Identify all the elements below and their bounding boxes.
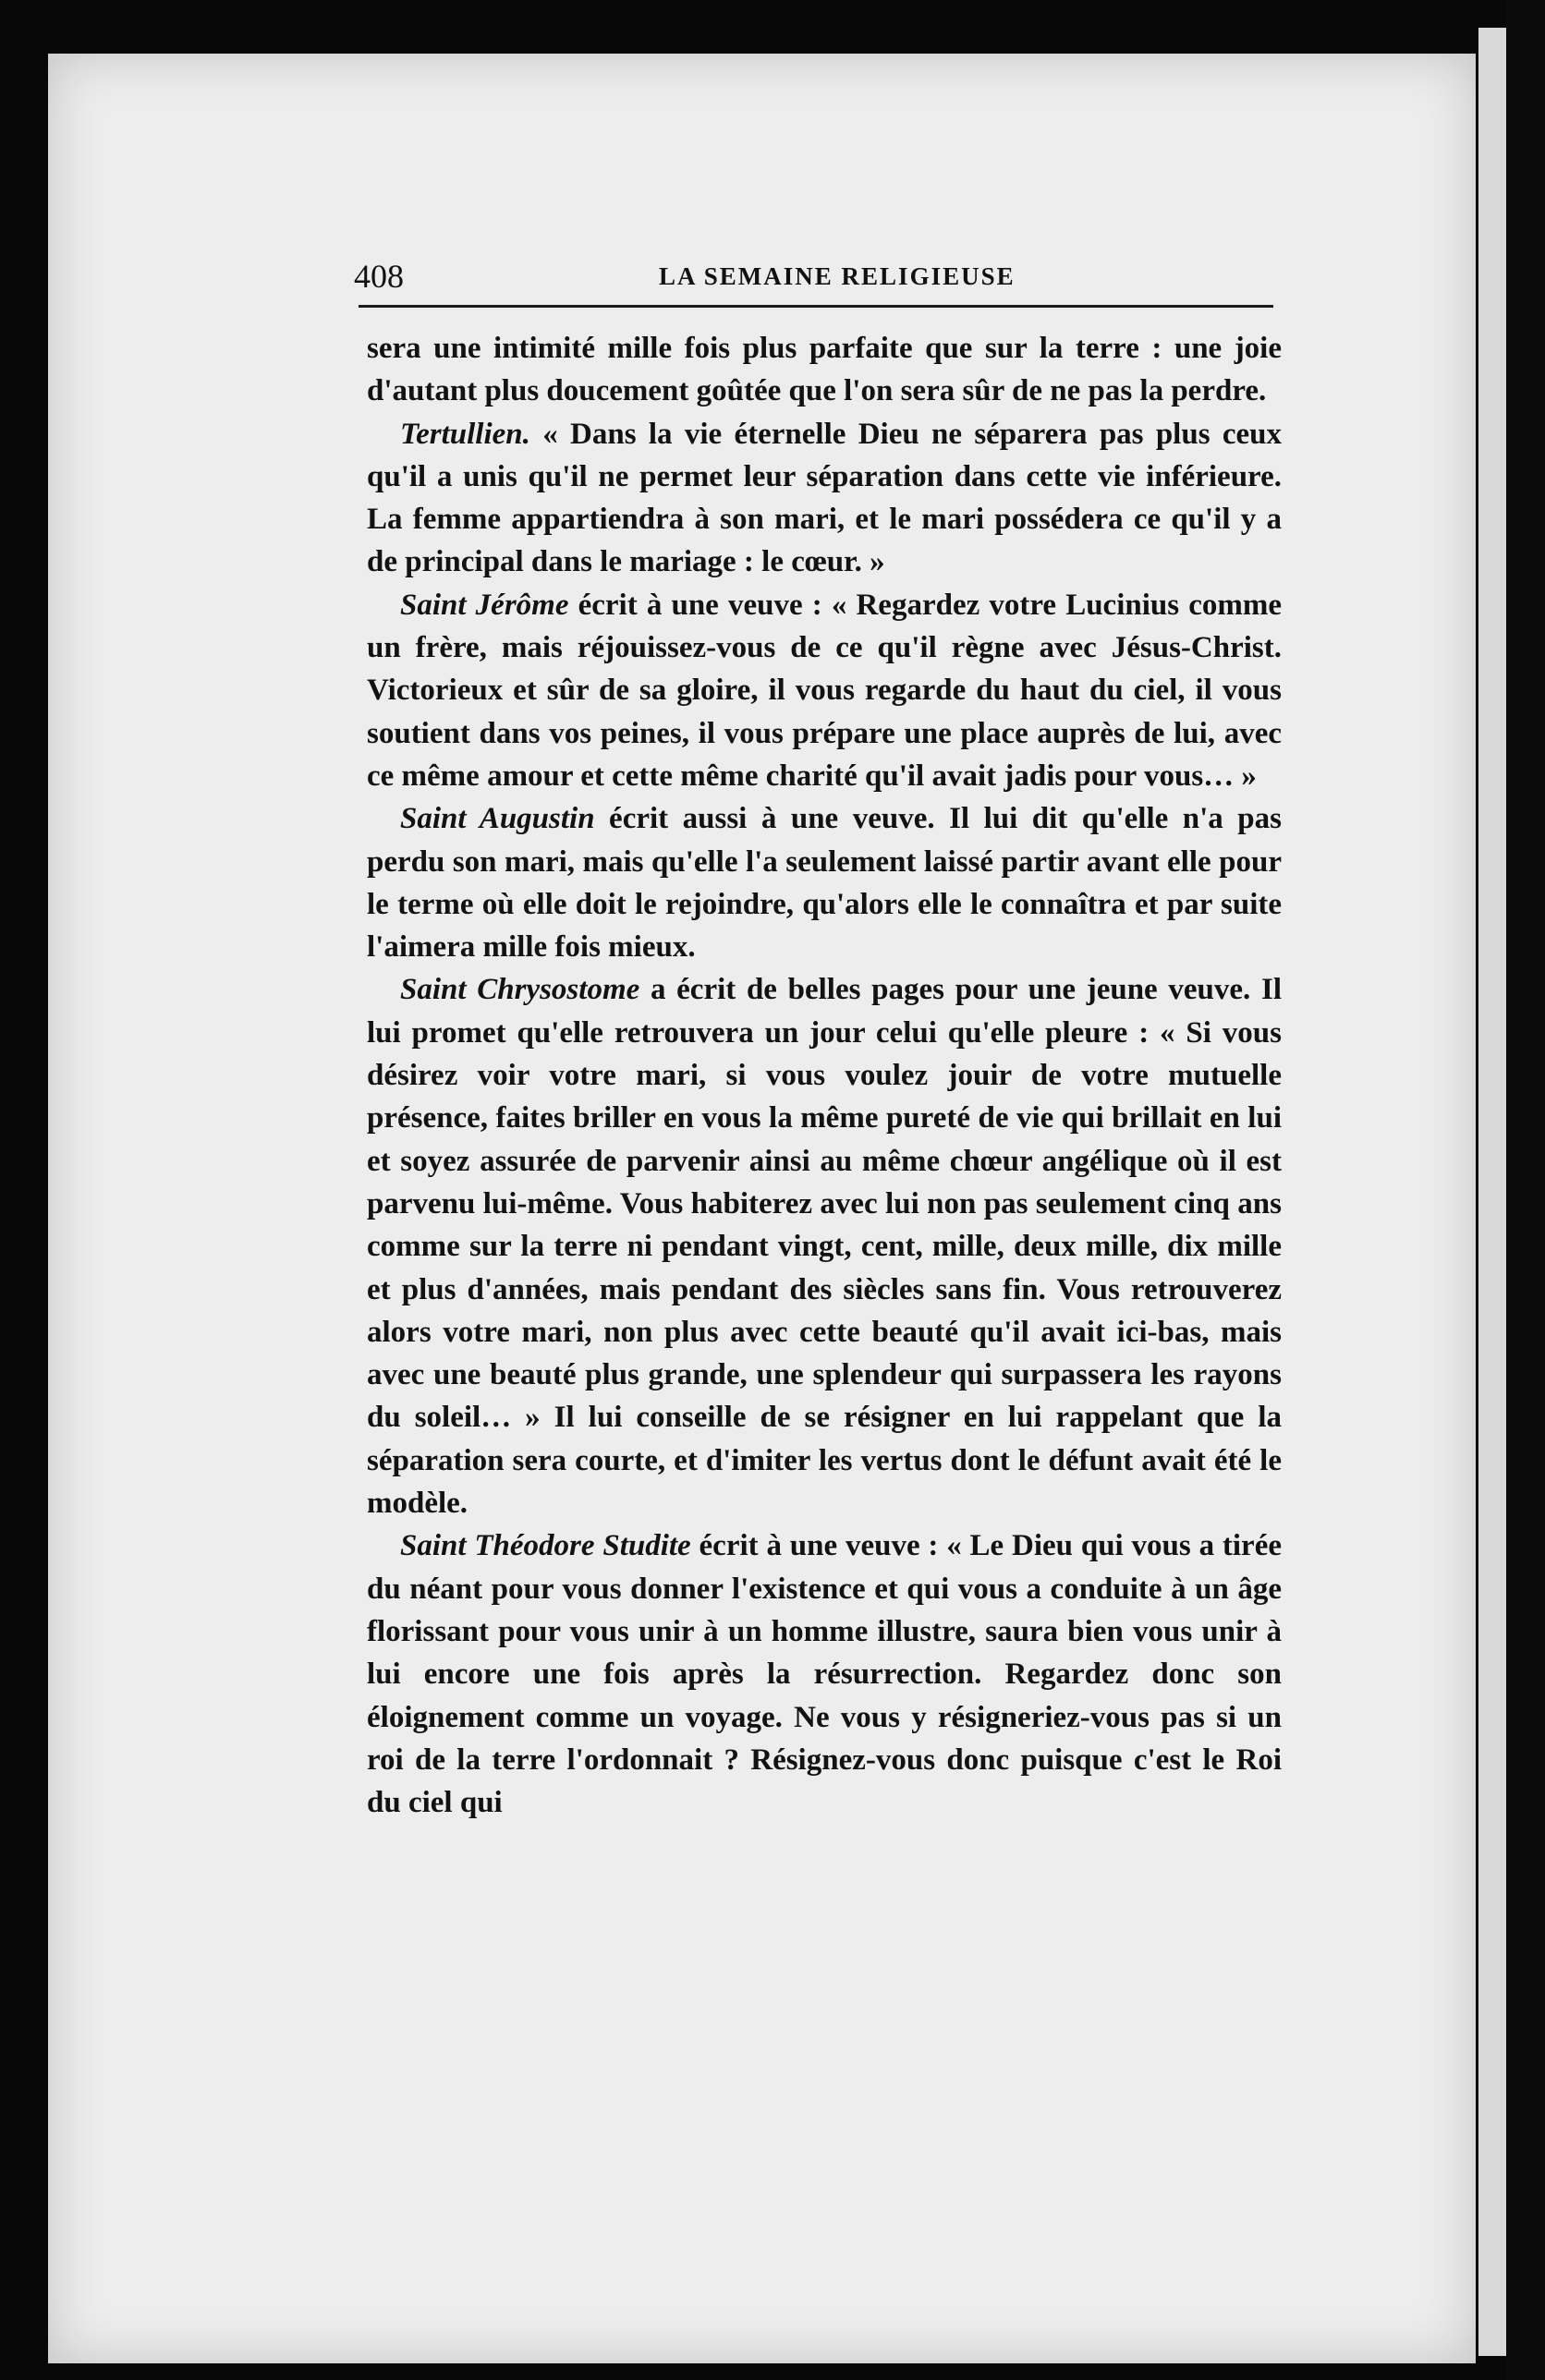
paragraph-lead: Saint Augustin [400,802,595,836]
paragraph-lead: Saint Théodore Studite [400,1529,691,1563]
paragraph-text: écrit aussi à une veuve. Il lui dit qu'elle n'a pas perdu son mari, mais qu'elle l'a seulement laissé partir avant elle pour le terme où elle doit le rejoindre, qu'alors elle le connaîtra et par suite l'aimera mille fois mieux. [367,802,1282,965]
paragraph [367,413,1282,584]
paragraph [367,797,1282,968]
paragraph-lead: Saint Chrysostome [400,973,640,1007]
page-number: 408 [354,258,404,295]
paragraph [367,327,1282,413]
paragraph-lead: Tertullien. [400,417,530,451]
paragraph [367,1524,1282,1824]
paragraph-text: écrit à une veuve : « Le Dieu qui vous a tirée du néant pour vous donner l'existence et qui vous a conduite à un âge florissant pour vous unir à un homme illustre, saura bien vous unir à lui encore une fois après la résurrection. Regardez donc son éloignement comme un voyage. Ne vous y résigneriez-vous pas si un roi de la terre l'ordonnait ? Résignez-vous donc puisque c'est le Roi du ciel qui [367,1529,1282,1820]
paragraph-text: écrit à une veuve : « Regardez votre Lucinius comme un frère, mais réjouissez-vous de ce qu'il règne avec Jésus-Christ. Victorieux et sûr de sa gloire, il vous regarde du haut du ciel, il vous soutient dans vos peines, il vous prépare une place auprès de lui, avec ce même amour et cette même charité qu'il avait jadis pour vous… » [367,588,1282,793]
page-header [354,257,1278,303]
paragraph-text: a écrit de belles pages pour une jeune veuve. Il lui promet qu'elle retrouvera un jour celui qu'elle pleure : « Si vous désirez voir votre mari, si vous voulez jouir de votre mutuelle présence, faites briller en vous la même pureté de vie qui brillait en lui et soyez assurée de parvenir ainsi au même chœur angélique où il est parvenu lui-même. Vous habiterez avec lui non pas seulement cinq ans comme sur la terre ni pendant vingt, cent, mille, deux mille, dix mille et plus d'années, mais pendant des siècles sans fin. Vous retrouverez alors votre mari, non plus avec cette beauté qu'il avait ici-bas, mais avec une beauté plus grande, une splendeur qui surpassera les rayons du soleil… » Il lui conseille de se résigner en lui rappelant que la séparation sera courte, et d'imiter les vertus dont le défunt avait été le modèle. [367,973,1282,1521]
paragraph-text: « Dans la vie éternelle Dieu ne séparera pas plus ceux qu'il a unis qu'il ne permet leur séparation dans cette vie inférieure. La femme appartiendra à son mari, et le mari possédera ce qu'il y a de principal dans le mariage : le cœur. » [367,417,1282,579]
paragraph [367,968,1282,1524]
body-text [367,327,1282,1824]
paragraph-text: sera une intimité mille fois plus parfaite que sur la terre : une joie d'autant plus doucement goûtée que l'on sera sûr de ne pas la perdre. [367,332,1282,408]
header-rule [359,305,1273,308]
paragraph-lead: Saint Jérôme [400,588,569,622]
paragraph [367,584,1282,797]
running-head: LA SEMAINE RELIGIEUSE [659,262,1016,290]
scan-border [1506,0,1545,2380]
